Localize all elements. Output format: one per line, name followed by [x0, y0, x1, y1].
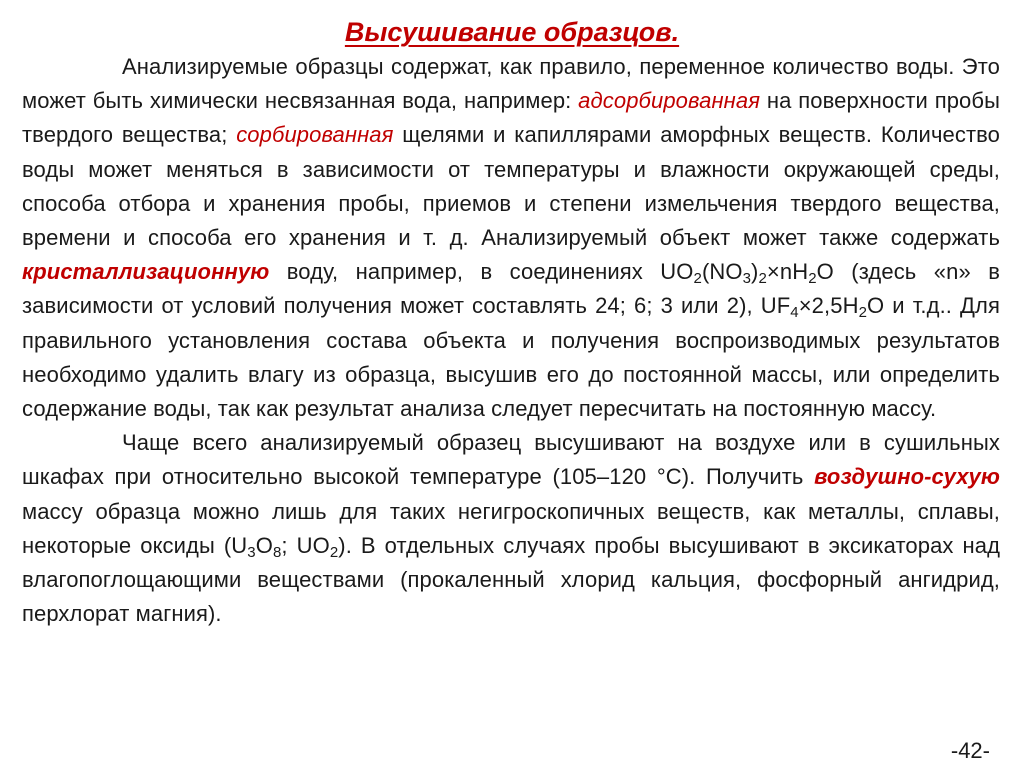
p1-text-3: щелями и капиллярами аморфных веществ. Количество воды может меняться в зависимости от температуры и влажности окружающей среды, способа отбора и хранения пробы, приемов и степени измельчения твердого вещества, времени и способа его хранения и т. д. Анализируемый объект может также содержать — [22, 122, 1000, 251]
p2-text-5: ). В отдельных случаях пробы высушивают в эксикаторах над влагопоглощающими веществами (прокаленный хлорид кальция, фосфорный ангидрид, перхлорат магния). — [22, 532, 1001, 627]
p1-text-4: воду, например, в соединениях UO — [269, 259, 694, 285]
p1-text-8: O (здесь «n» в зависимости от условий получения может составлять 24; 6; 3 или 2), UF — [22, 259, 1000, 319]
p2-text-3: O — [255, 532, 273, 558]
slide-title: Высушивание образцов. — [344, 17, 680, 47]
subscript: 2 — [693, 270, 702, 288]
term-crystallization: кристаллизационную — [22, 259, 270, 285]
subscript: 2 — [329, 543, 339, 561]
page-number: -42- — [950, 738, 990, 763]
paragraph-2 — [22, 426, 1000, 631]
body-text — [22, 50, 1000, 631]
p1-text-10: O и т.д.. Для правильного установления состава объекта и получения воспроизводимых результатов необходимо удалить влагу из образца, высушив его до постоянной массы, или определить содержание воды, так как результат анализа следует пересчитать на постоянную массу. — [22, 293, 1000, 422]
p2-text-2: массу образца можно лишь для таких негигроскопичных веществ, как металлы, сплавы, некоторые оксиды (U — [22, 498, 1000, 558]
subscript: 8 — [272, 543, 282, 561]
subscript: 2 — [858, 304, 868, 322]
p2-text-4: ; UO — [281, 532, 330, 558]
subscript: 2 — [758, 270, 767, 288]
paragraph-1 — [22, 50, 1000, 426]
subscript: 3 — [742, 270, 752, 288]
term-adsorbed: адсорбированная — [578, 88, 761, 114]
p1-text-2: на поверхности пробы твердого вещества; — [22, 88, 1000, 148]
p1-text-6: ) — [751, 259, 759, 285]
p1-text-7: ×nH — [766, 259, 809, 285]
subscript: 4 — [790, 304, 799, 322]
p1-text-9: ×2,5H — [798, 293, 859, 319]
subscript: 2 — [808, 270, 817, 288]
term-sorbed: сорбированная — [236, 122, 394, 148]
p1-text-5: (NO — [701, 259, 743, 285]
p2-text-1: Чаще всего анализируемый образец высушивают на воздухе или в сушильных шкафах при относительно высокой температуре (105–120 °С). Получить — [22, 430, 1000, 490]
p1-text-1: Анализируемые образцы содержат, как правило, переменное количество воды. Это может быть химически несвязанная вода, например: — [22, 54, 1000, 114]
term-air-dry: воздушно-сухую — [814, 464, 1000, 490]
subscript: 3 — [247, 543, 256, 561]
